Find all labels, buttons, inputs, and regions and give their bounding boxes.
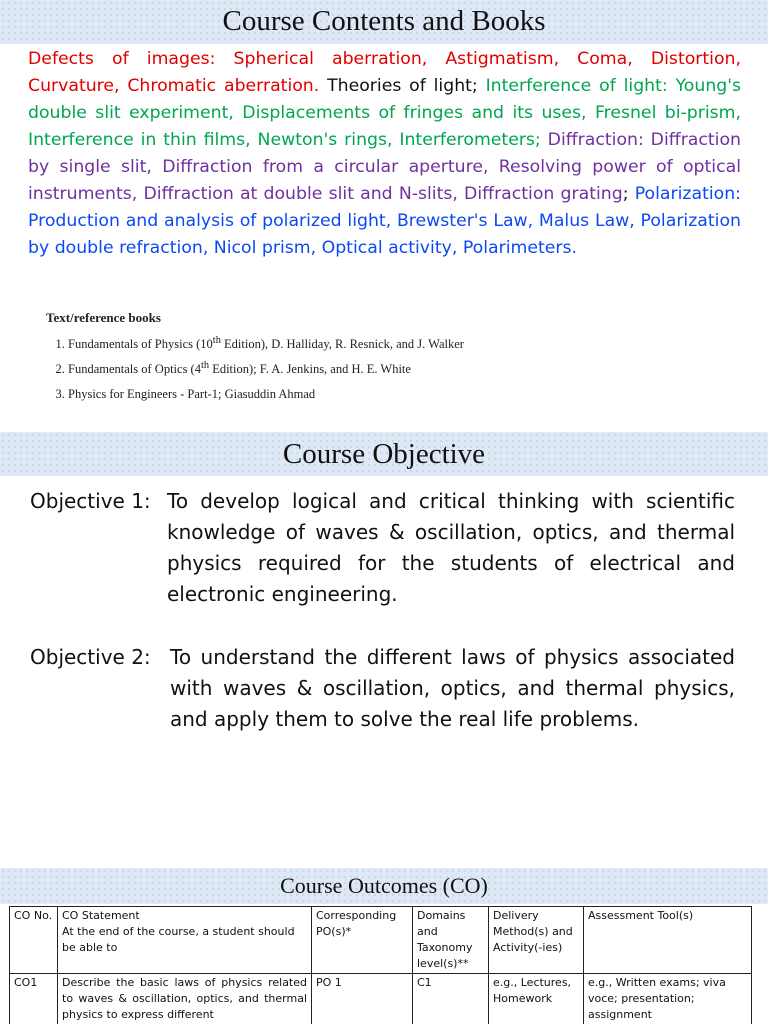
reference-item [68, 355, 464, 380]
slide-course-contents [0, 0, 768, 420]
reference-text: Physics for Engineers - Part-1; Giasuddin Ahmad [68, 387, 316, 402]
table-cell: e.g., Written exams; viva voce; presentation; assignment [584, 974, 752, 1024]
header-cell [58, 907, 312, 974]
header-label: CO Statement [62, 909, 140, 922]
course-outcomes-table [9, 906, 752, 1024]
table-cell: e.g., Lectures, Homework [489, 974, 584, 1024]
reference-list [46, 330, 464, 405]
slide-title: Course Objective [0, 432, 768, 476]
table-cell: C1 [413, 974, 489, 1024]
topic-defects-of-images: Defects of images: Spherical aberration, Astigmatism, Coma, Distortion, Curvature, Chromatic aberration. [28, 49, 741, 96]
reference-text: Edition), D. Halliday, R. Resnick, and J. Walker [220, 337, 464, 352]
table-cell: PO 1 [312, 974, 413, 1024]
header-sublabel: At the end of the course, a student should be able to [62, 925, 295, 954]
reference-text: Fundamentals of Optics (4 [68, 362, 201, 377]
header-cell: Assessment Tool(s) [584, 907, 752, 974]
header-cell: CO No. [10, 907, 58, 974]
references-heading: Text/reference books [46, 310, 161, 325]
table-cell: CO1 [10, 974, 58, 1024]
slide-title: Course Contents and Books [0, 0, 768, 44]
reference-sup: th [200, 360, 210, 372]
slide-title: Course Outcomes (CO) [0, 868, 768, 904]
objective-1 [30, 486, 735, 610]
reference-sup: th [212, 335, 221, 346]
header-cell: Corresponding PO(s)* [312, 907, 413, 974]
course-contents-paragraph [28, 46, 741, 262]
objective-2 [30, 642, 735, 735]
objective-text-body: To understand the different laws of physics associated with waves & oscillation, optics, and thermal physics, and apply them to solve the real life problems. [170, 645, 735, 731]
reference-text: Edition); F. A. Jenkins, and H. E. White [209, 362, 411, 377]
reference-item [68, 330, 464, 355]
separator [541, 130, 548, 150]
separator: ; [622, 184, 635, 204]
header-cell: Domains and Taxonomy level(s)** [413, 907, 489, 974]
table-header-row [10, 907, 752, 974]
reference-books [46, 310, 464, 405]
reference-item [68, 380, 464, 405]
header-cell: Delivery Method(s) and Activity(-ies) [489, 907, 584, 974]
objective-label: Objective 2: [30, 645, 151, 669]
reference-text: Fundamentals of Physics (10 [68, 337, 213, 352]
table-row [10, 974, 752, 1024]
table-cell: Describe the basic laws of physics related to waves & oscillation, optics, and thermal physics to express different [58, 974, 312, 1024]
topic-polarization: Polarization: Production and analysis of polarized light, Brewster's Law, Malus Law, Polarization by double refraction, Nicol prism, Optical activity, Polarimeters. [28, 184, 741, 258]
topic-theories-of-light: Theories of light; [319, 76, 486, 96]
topic-interference: Interference of light: Young's double slit experiment, Displacements of fringes and its uses, Fresnel bi-prism, Interference in thin films, Newton's rings, Interferometers; [28, 76, 741, 150]
slide-course-outcomes [0, 868, 768, 1024]
topic-diffraction: Diffraction: Diffraction by single slit, Diffraction from a circular aperture, Resolving power of optical instruments, Diffraction at double slit and N-slits, Diffraction grating [28, 130, 741, 204]
objective-label: Objective 1: [30, 489, 151, 513]
slide-course-objective [0, 432, 768, 837]
objective-text-body: To develop logical and critical thinking with scientific knowledge of waves & oscillation, optics, and thermal physics required for the students of electrical and electronic engineering. [167, 489, 735, 606]
